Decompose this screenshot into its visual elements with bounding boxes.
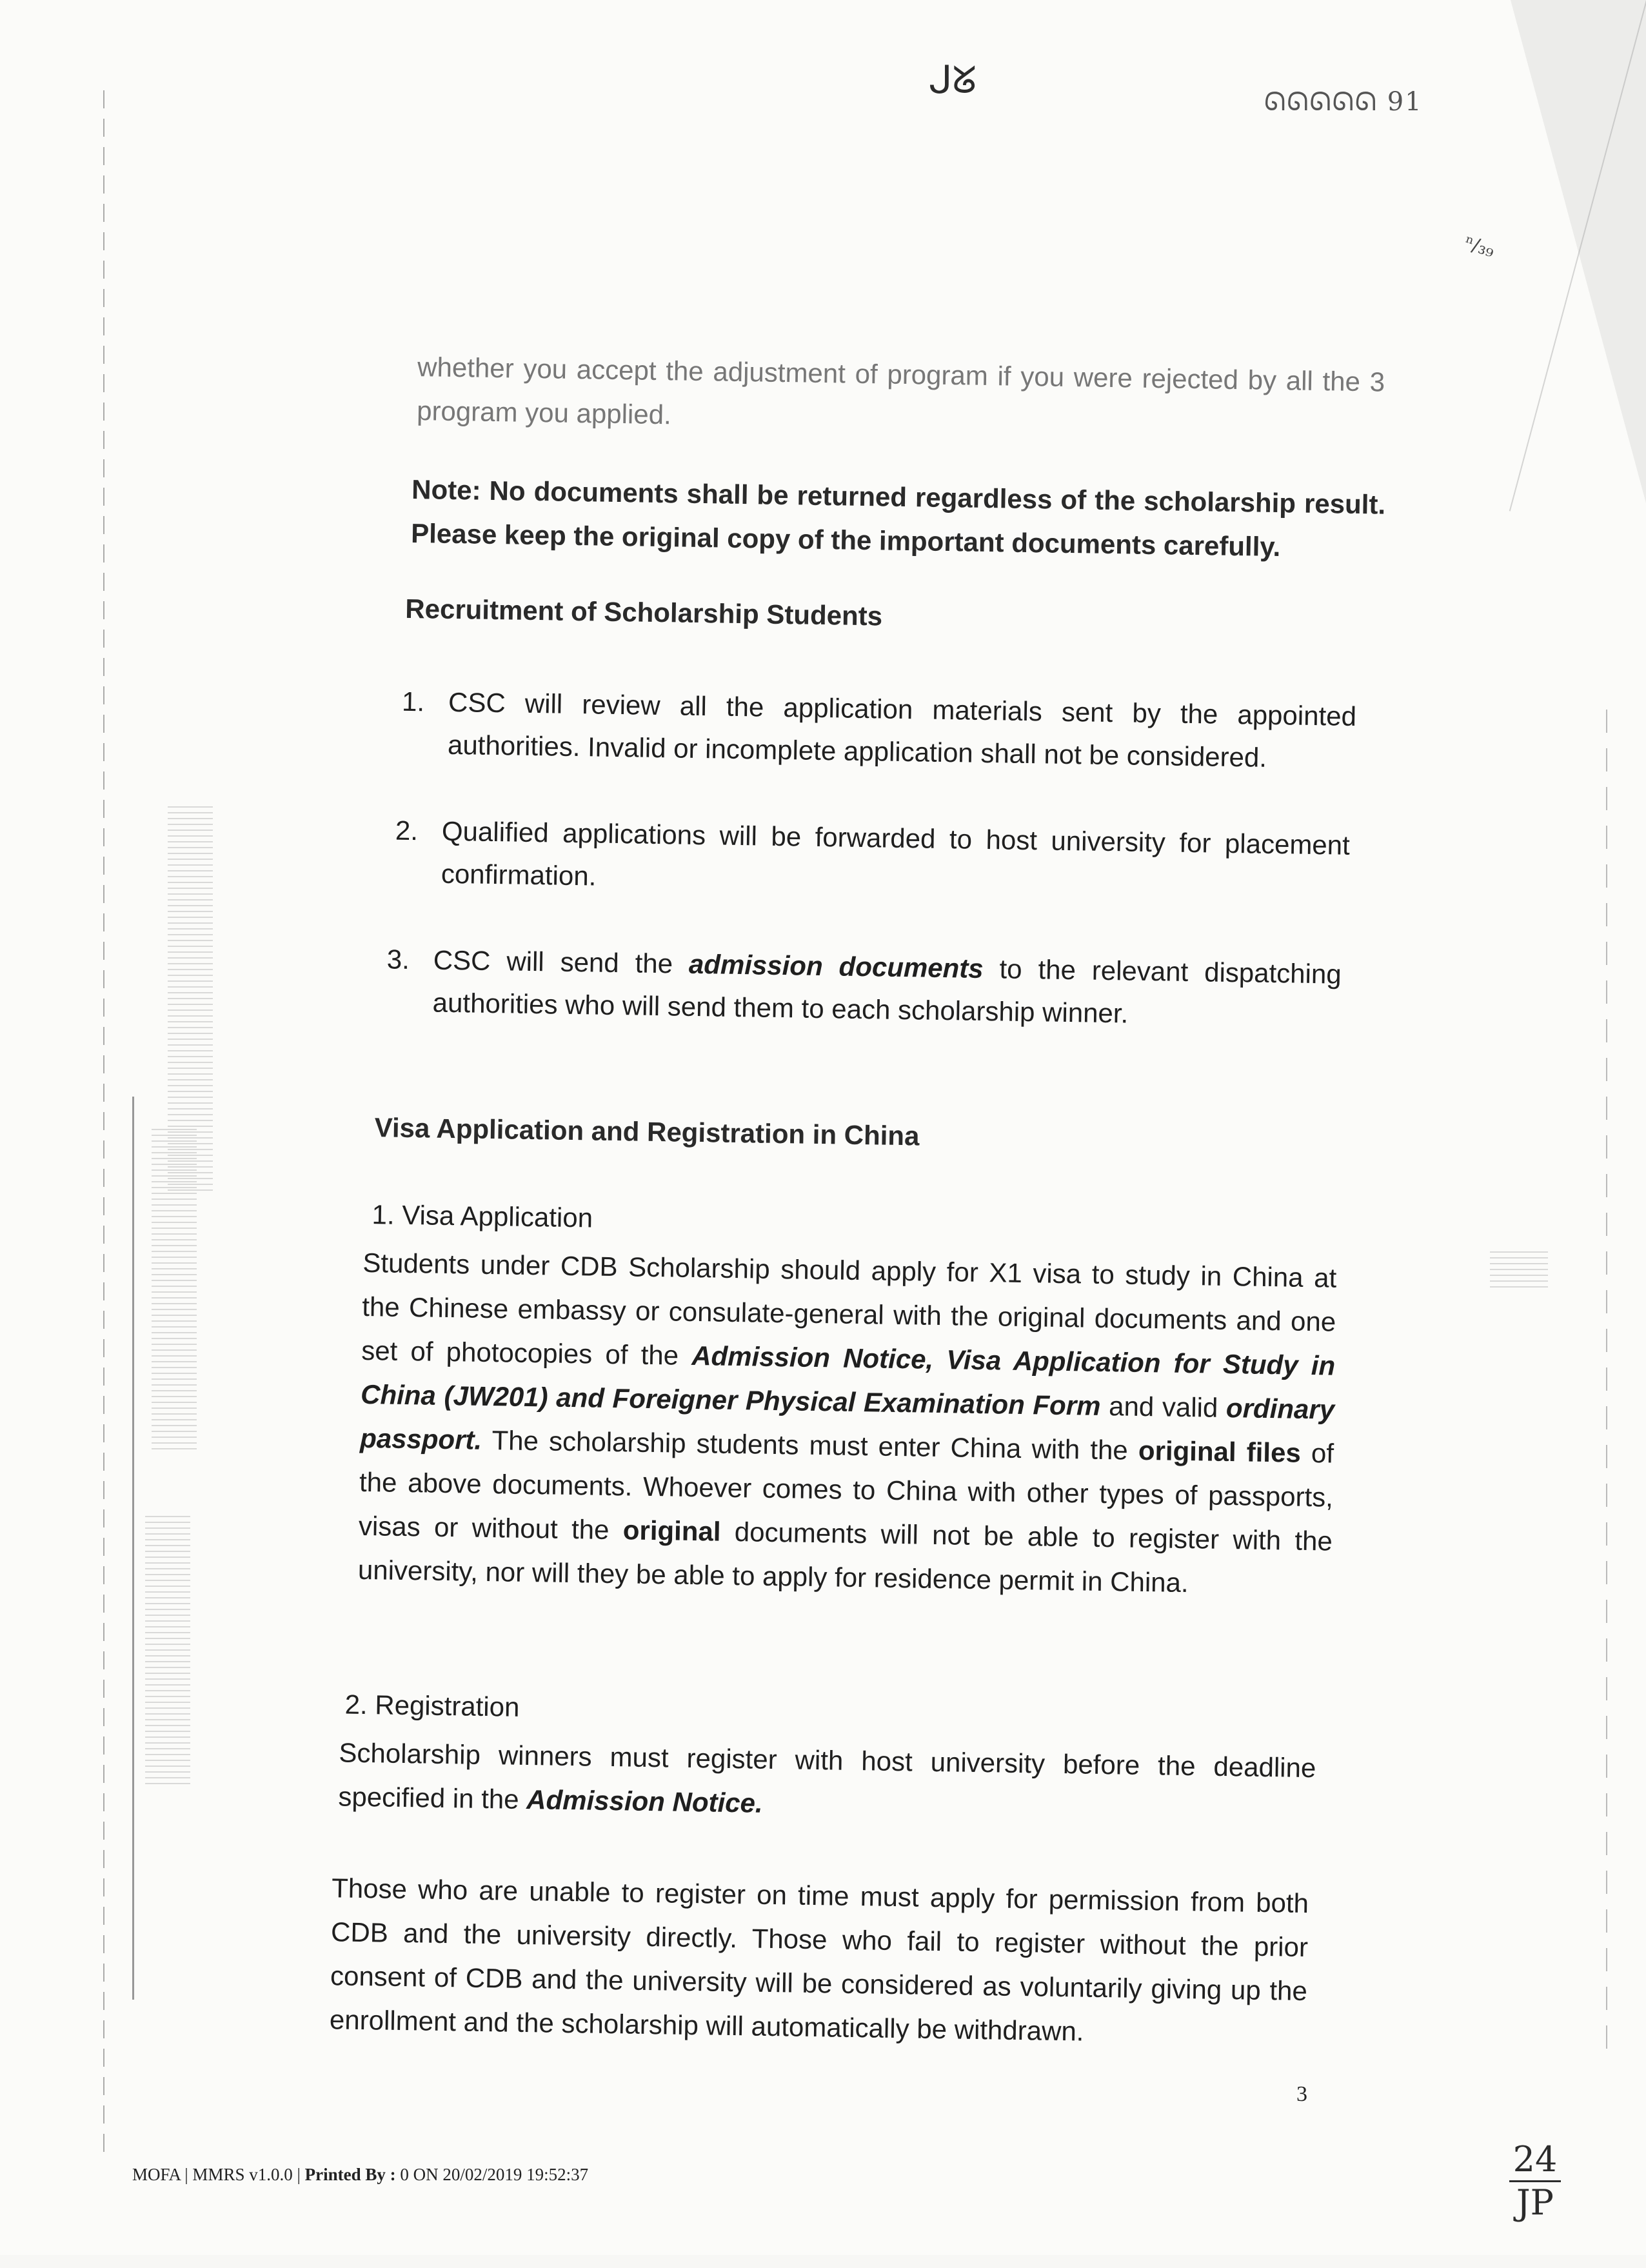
paragraph-text: documents will not be able to register with the university, nor will they be able to apply for residence permit in China. bbox=[357, 1516, 1333, 1598]
footer-printed-value: 0 ON 20/02/2019 19:52:37 bbox=[400, 2165, 589, 2184]
item-text-part: CSC will send the bbox=[433, 944, 689, 979]
paragraph-text: The scholarship students must enter China with the bbox=[481, 1424, 1139, 1466]
paragraph-text: and valid bbox=[1100, 1390, 1227, 1423]
page-number: 3 bbox=[1296, 2082, 1307, 2106]
registration-subheading: 2. Registration bbox=[344, 1689, 520, 1722]
paragraph-bold: original files bbox=[1138, 1435, 1302, 1468]
paragraph-emphasis: ordinary passport. bbox=[359, 1392, 1335, 1455]
item-text-emphasis: admission documents bbox=[688, 948, 984, 984]
handwritten-reference: ᘏᘏᘏᘏᘏ 91 bbox=[1264, 87, 1423, 117]
paragraph-emphasis: Admission Notice. bbox=[526, 1784, 763, 1818]
registration-paragraph bbox=[338, 1731, 1316, 1834]
item-number: 1. bbox=[401, 686, 425, 717]
paragraph-emphasis: Admission Notice, Visa Application for Study in China (JW201) and Foreigner Physical Examination Form bbox=[360, 1340, 1336, 1421]
recruitment-heading: Recruitment of Scholarship Students bbox=[405, 593, 883, 632]
paragraph-text: Scholarship winners must register with host university before the deadline specified in the bbox=[338, 1737, 1316, 1815]
handwritten-small-mark: ⁿ/₃₉ bbox=[1461, 231, 1498, 263]
footer-system: MOFA | MMRS v1.0.0 | bbox=[132, 2165, 301, 2184]
paragraph-bold: original bbox=[622, 1515, 721, 1547]
paragraph-text: Students under CDB Scholarship should apply for X1 visa to study in China at the Chinese embassy or consulate-general with the original documents and one set of photocopies of the bbox=[361, 1247, 1337, 1371]
item-text: Qualified applications will be forwarded to host university for placement confirmation. bbox=[441, 815, 1351, 891]
folio-bottom: JP bbox=[1516, 2182, 1554, 2223]
recruitment-item-2 bbox=[394, 810, 1350, 910]
item-text-part: to the relevant dispatching authorities who will send them to each scholarship winner. bbox=[432, 953, 1342, 1029]
recruitment-item-1 bbox=[401, 681, 1357, 781]
visa-heading: Visa Application and Registration in China bbox=[374, 1112, 920, 1151]
visa-paragraph bbox=[357, 1241, 1336, 1607]
item-number: 3. bbox=[386, 944, 410, 975]
print-footer bbox=[132, 2165, 588, 2185]
handwritten-initials: ᒍᘜ bbox=[929, 58, 977, 102]
item-text bbox=[432, 939, 1342, 1039]
note-paragraph: Note: No documents shall be returned regardless of the scholarship result. Please keep the original copy of the important documents carefully. bbox=[410, 473, 1386, 562]
item-text: CSC will review all the application materials sent by the appointed authorities. Invalid or incomplete application shall not be considered. bbox=[447, 686, 1357, 773]
folio-top: 24 bbox=[1512, 2139, 1558, 2180]
closing-paragraph: Those who are unable to register on time must apply for permission from both CDB and the university directly. Those who fail to register without the prior consent of CDB and the university will be considered as voluntarily giving up the enrollment and the scholarship will automatically be withdrawn. bbox=[329, 1873, 1309, 2047]
recruitment-item-3 bbox=[386, 938, 1342, 1038]
footer-printed-label: Printed By : bbox=[304, 2165, 396, 2184]
item-number: 2. bbox=[395, 815, 419, 846]
paragraph-text: of the above documents. Whoever comes to China with other types of passports, visas or without the bbox=[358, 1437, 1334, 1546]
intro-text: whether you accept the adjustment of program if you were rejected by all the 3 program you applied. bbox=[416, 352, 1385, 430]
visa-subheading: 1. Visa Application bbox=[372, 1199, 593, 1233]
